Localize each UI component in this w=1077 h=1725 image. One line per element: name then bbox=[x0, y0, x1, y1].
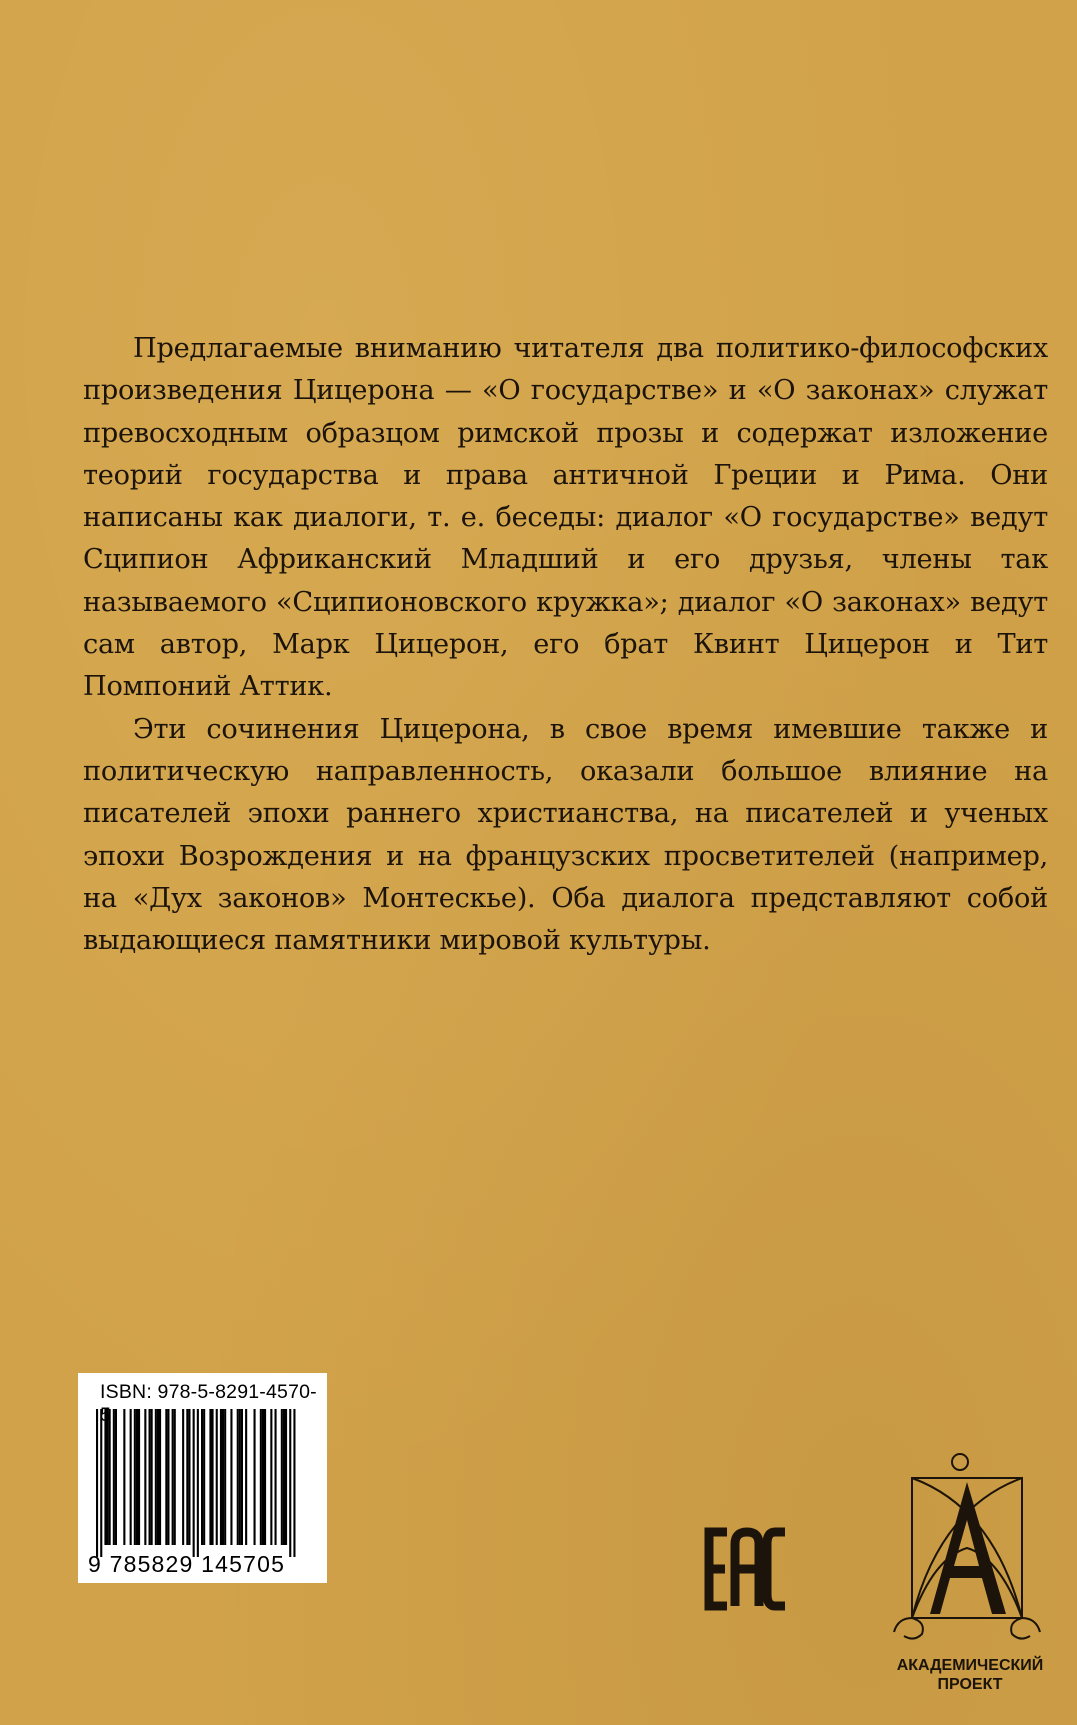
barcode-bar bbox=[224, 1409, 226, 1545]
barcode-bar bbox=[96, 1409, 98, 1557]
barcode-bar bbox=[216, 1409, 218, 1545]
barcode-bar bbox=[220, 1409, 222, 1545]
barcode-bar bbox=[167, 1409, 169, 1545]
barcode-bar bbox=[285, 1409, 287, 1545]
barcode-bar bbox=[222, 1409, 224, 1545]
publisher-name-line2: ПРОЕКТ bbox=[937, 1676, 1003, 1693]
barcode-bar bbox=[130, 1409, 132, 1545]
barcode-bar bbox=[237, 1409, 239, 1545]
barcode-bar bbox=[289, 1409, 291, 1557]
barcode-bar bbox=[149, 1409, 151, 1545]
barcode-bar bbox=[293, 1409, 295, 1557]
annotation-paragraph-2: Эти сочинения Цицерона, в свое время имевшие также и политическую направленность, оказали большое влияние на писателей эпохи раннего христианства, на писателей и ученых эпохи Возрождения и на французских просветителей (например, на «Дух законов» Монтескье). Оба диалога представляют собой выдающиеся памятники мировой культуры. bbox=[83, 713, 1048, 957]
barcode-bar bbox=[262, 1409, 264, 1545]
barcode-bar bbox=[123, 1409, 125, 1545]
barcode-bar bbox=[136, 1409, 138, 1545]
barcode-bar bbox=[104, 1409, 106, 1545]
barcode-bar bbox=[172, 1409, 174, 1545]
barcode-bar bbox=[239, 1409, 241, 1545]
barcode-bar bbox=[113, 1409, 115, 1545]
barcode-bar bbox=[264, 1409, 266, 1545]
publisher-name-line1: АКАДЕМИЧЕСКИЙ bbox=[896, 1657, 1044, 1674]
barcode-bar bbox=[165, 1409, 167, 1545]
barcode-bar bbox=[275, 1409, 277, 1545]
barcode-bar bbox=[203, 1409, 205, 1545]
publisher-name bbox=[870, 1656, 1070, 1694]
barcode-bar bbox=[260, 1409, 262, 1545]
barcode-bar bbox=[151, 1409, 153, 1545]
barcode-bars bbox=[96, 1409, 308, 1569]
barcode-bar bbox=[283, 1409, 285, 1545]
barcode-bar bbox=[174, 1409, 176, 1545]
barcode-bar bbox=[134, 1409, 136, 1545]
barcode-bar bbox=[100, 1409, 102, 1557]
barcode-bar bbox=[186, 1409, 188, 1545]
publisher-logo bbox=[884, 1448, 1054, 1648]
barcode-bar bbox=[230, 1409, 232, 1545]
barcode-bar bbox=[182, 1409, 184, 1545]
barcode-bar bbox=[197, 1409, 199, 1557]
barcode-bar bbox=[281, 1409, 283, 1545]
barcode-bar bbox=[241, 1409, 243, 1545]
eac-certification-mark bbox=[703, 1526, 789, 1612]
barcode-bar bbox=[109, 1409, 111, 1545]
barcode-digits: 9 785829 145705 bbox=[88, 1551, 286, 1577]
barcode-bar bbox=[193, 1409, 195, 1557]
isbn-number: ISBN: 978-5-8291-4570- bbox=[100, 1381, 317, 1403]
barcode-bar bbox=[209, 1409, 211, 1545]
barcode-bar bbox=[144, 1409, 146, 1545]
barcode-bar bbox=[159, 1409, 161, 1545]
barcode-bar bbox=[201, 1409, 203, 1545]
barcode-bar bbox=[212, 1409, 214, 1545]
annotation-text bbox=[83, 328, 1048, 962]
barcode-bar bbox=[157, 1409, 159, 1545]
barcode-bar bbox=[115, 1409, 117, 1545]
barcode-bar bbox=[245, 1409, 247, 1545]
barcode-bar bbox=[270, 1409, 272, 1545]
annotation-paragraph-1: Предлагаемые вниманию читателя два политико-философских произведения Цицерона — «О государстве» и «О законах» служат превосходным образцом римской прозы и содержат изложение теорий государства и права античной Греции и Рима. Они написаны как диалоги, т. е. беседы: диалог «О государстве» ведут Сципион Африканский Младший и его друзья, члены так называемого «Сципионовского кружка»; диалог «О законах» ведут сам автор, Марк Цицерон, его брат Квинт Цицерон и Тит Помпоний Аттик. bbox=[83, 333, 1048, 703]
barcode-bar bbox=[188, 1409, 190, 1545]
barcode-bar bbox=[254, 1409, 256, 1545]
barcode-bar bbox=[155, 1409, 157, 1545]
barcode-bar bbox=[138, 1409, 140, 1545]
isbn-barcode-label bbox=[78, 1373, 327, 1583]
barcode-bar bbox=[107, 1409, 109, 1545]
